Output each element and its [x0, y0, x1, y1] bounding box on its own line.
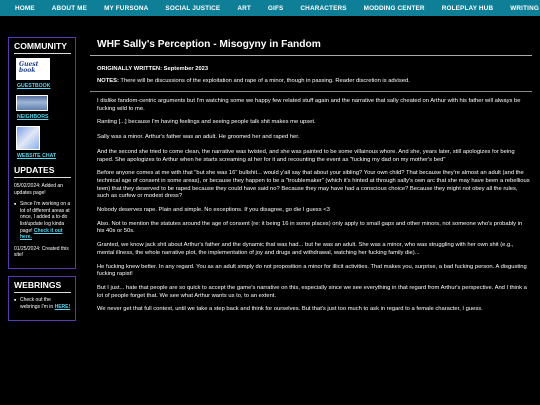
written-label: ORIGINALLY WRITTEN: September 2023	[97, 66, 209, 72]
nav-social-justice[interactable]: SOCIAL JUSTICE	[165, 4, 221, 12]
update-list-item	[14, 201, 71, 241]
nav-modding-center[interactable]: MODDING CENTER	[363, 4, 425, 12]
community-title: COMMUNITY	[14, 41, 71, 54]
nav-home[interactable]: HOME	[15, 4, 35, 12]
update-check-link[interactable]: Check it out here.	[20, 227, 63, 241]
webrings-title: WEBRINGS	[14, 280, 71, 293]
post-paragraph: Sally was a minor. Arthur's father was an adult. He groomed her and raped her.	[97, 134, 300, 141]
guestbook-button-image[interactable]	[16, 58, 50, 80]
notes	[90, 77, 532, 85]
updates-title: UPDATES	[14, 165, 71, 178]
chat-button-image[interactable]	[16, 126, 40, 150]
update-list	[14, 201, 71, 241]
webrings-text: Check out the webrings I'm in	[20, 296, 54, 310]
update-entry: 01/25/2024: Created this site!	[14, 245, 69, 259]
post-paragraph: And the second she tried to come clean, the narrative was twisted, and she was painted to be some villainous whore. And she, years later, still apologizes for being raped. She apologizes to Arthur when he starts screaming at her for it and recounting the event as "fucking my dad on my mother's bed"	[97, 148, 515, 163]
neighbors-link[interactable]: NEIGHBORS	[17, 114, 49, 120]
notes-text: There will be discussions of the exploitation and rape of a minor, though in passing. Reader discretion is advised.	[120, 78, 410, 84]
post-paragraph: Also. Not to mention the statutes around the age of consent (re: it being 16 in some places) only apply to small gaps and other minors, not someone who's probably in his 40s or 50s.	[97, 220, 523, 235]
webrings-link[interactable]: HERE!	[54, 303, 71, 310]
post-paragraph: But I just... hate that people are so quick to accept the game's narrative on this, especially since we see everything in that regard from Arthur's perspective. And I think a lot of people forget that. We see what Arthur wants us to, to an extent.	[97, 284, 527, 299]
webrings-list-item	[14, 297, 71, 310]
post-title: WHF Sally's Perception - Misogyny in Fandom	[97, 39, 321, 50]
website-chat-link[interactable]: WEBSITE CHAT	[17, 153, 57, 159]
top-navigation	[0, 0, 540, 16]
post-paragraph: Nobody deserves rape. Plain and simple. No exceptions. If you disagree, go die I guess <3	[97, 207, 330, 214]
update-item-text: Since I'm working on a lot of different areas at once, I added a to-do list/update log kinda page!	[20, 201, 71, 234]
guestbook-link[interactable]: GUESTBOOK	[17, 83, 51, 89]
nav-gifs[interactable]: GIFS	[267, 4, 284, 12]
notes-divider	[90, 91, 532, 92]
community-box	[8, 37, 76, 269]
nav-roleplay-hub[interactable]: ROLEPLAY HUB	[441, 4, 494, 12]
notes-label: NOTES:	[97, 78, 119, 84]
update-entry: 05/02/2024: Added an updates page!	[14, 183, 63, 196]
written-date	[90, 65, 532, 73]
title-divider	[90, 55, 532, 56]
nav-about-me[interactable]: ABOUT ME	[51, 4, 88, 12]
post-paragraph: We never get that full context, until we take a step back and think for ourselves. But that's just too much to ask in regard to a female character, I guess.	[97, 306, 483, 313]
sidebar	[8, 37, 76, 321]
nav-writing[interactable]: WRITING	[510, 4, 539, 12]
post-paragraph: Before anyone comes at me with that "but she was 16" bullshit... would y'all say that about your sibling? Your own child? That because they're almost an adult (and the technical age of consent in some areas), or because they happen to be a "troublemaker" (which it's hinted at through sally's own arc that she may have been a rebellious teen) that they deserved to be raped because they could have said no? Because they may have had a conscious choice? Because they might not obey all the rules, such as curfew or modest dress?	[97, 170, 530, 200]
nav-my-fursona[interactable]: MY FURSONA	[104, 4, 149, 12]
main-content	[90, 36, 532, 314]
post-paragraph: I dislike fandom-centric arguments but I'm watching some we happy few related stuff again and the narrative that sally cheated on Arthur with his father will always be fucking wild to me.	[97, 98, 521, 112]
nav-art[interactable]: ART	[237, 4, 251, 12]
nav-characters[interactable]: CHARACTERS	[300, 4, 347, 12]
webrings-box	[8, 276, 76, 321]
webrings-list	[14, 297, 71, 310]
neighbors-button-image[interactable]	[16, 95, 48, 111]
post-paragraph: He fucking knew better. In any regard. You as an adult simply do not proposition a minor for illicit activities. That makes you, surprise, a bad fucking person. A disgusting fucking rapist!	[97, 263, 527, 278]
post-paragraph: Ranting [...] because I'm having feelings and seeing people talk shit makes me upset.	[97, 119, 316, 126]
post-paragraph: Granted, we know jack shit about Arthur's father and the dynamic that was had... but he was an adult. She was a minor, who was struggling with her own shit (e.g., mental illness, the whole narrative plot, the implementation of joy and drugs and withdrawal, watching her fucking family die)...	[97, 242, 514, 256]
